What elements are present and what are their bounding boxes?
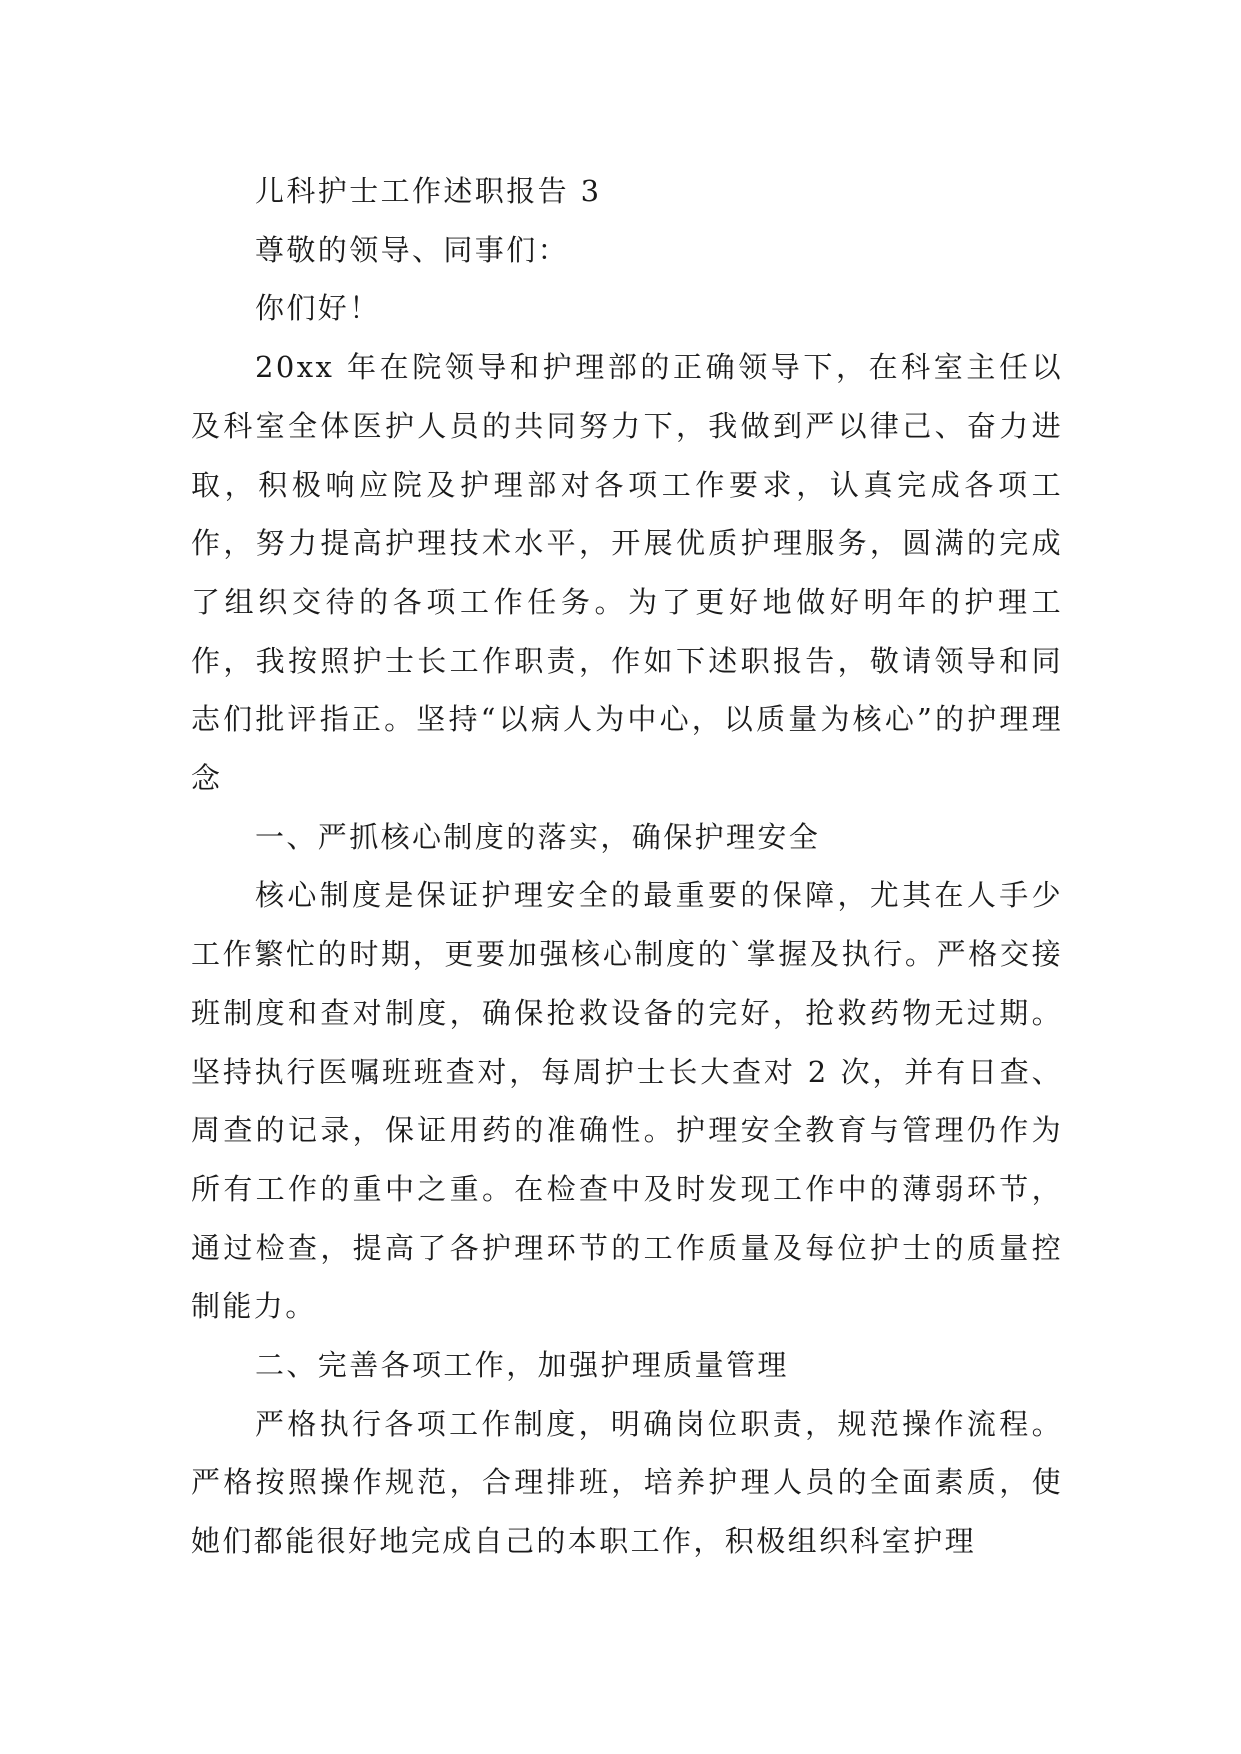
document-body [191,162,1063,1571]
section-heading-2: 二、完善各项工作，加强护理质量管理 [255,1348,789,1383]
paragraph-quality-management: 严格执行各项工作制度，明确岗位职责，规范操作流程。严格按照操作规范，合理排班，培养护理人员的全面素质，使她们都能很好地完成自己的本职工作，积极组织科室护理 [191,1406,1063,1559]
document-title: 儿科护士工作述职报告 3 [255,174,602,208]
greeting: 你们好！ [255,291,381,326]
paragraph-intro: 20xx 年在院领导和护理部的正确领导下，在科室主任以及科室全体医护人员的共同努力下，我做到严以律己、奋力进取，积极响应院及护理部对各项工作要求，认真完成各项工作，努力提高护理技术水平，开展优质护理服务，圆满的完成了组织交待的各项工作任务。为了更好地做好明年的护理工作，我按照护士长工作职责，作如下述职报告，敬请领导和同志们批评指正。坚持“以病人为中心，以质量为核心”的护理理念 [191,350,1063,796]
section-heading-1: 一、严抓核心制度的落实，确保护理安全 [255,819,821,854]
paragraph-core-system: 核心制度是保证护理安全的最重要的保障，尤其在人手少工作繁忙的时期，更要加强核心制度的`掌握及执行。严格交接班制度和查对制度，确保抢救设备的完好，抢救药物无过期。坚持执行医嘱班班查对，每周护士长大查对 2 次，并有日查、周查的记录，保证用药的准确性。护理安全教育与管理仍作为所有工作的重中之重。在检查中及时发现工作中的薄弱环节，通过检查，提高了各护理环节的工作质量及每位护士的质量控制能力。 [191,878,1063,1324]
salutation: 尊敬的领导、同事们： [255,232,570,267]
